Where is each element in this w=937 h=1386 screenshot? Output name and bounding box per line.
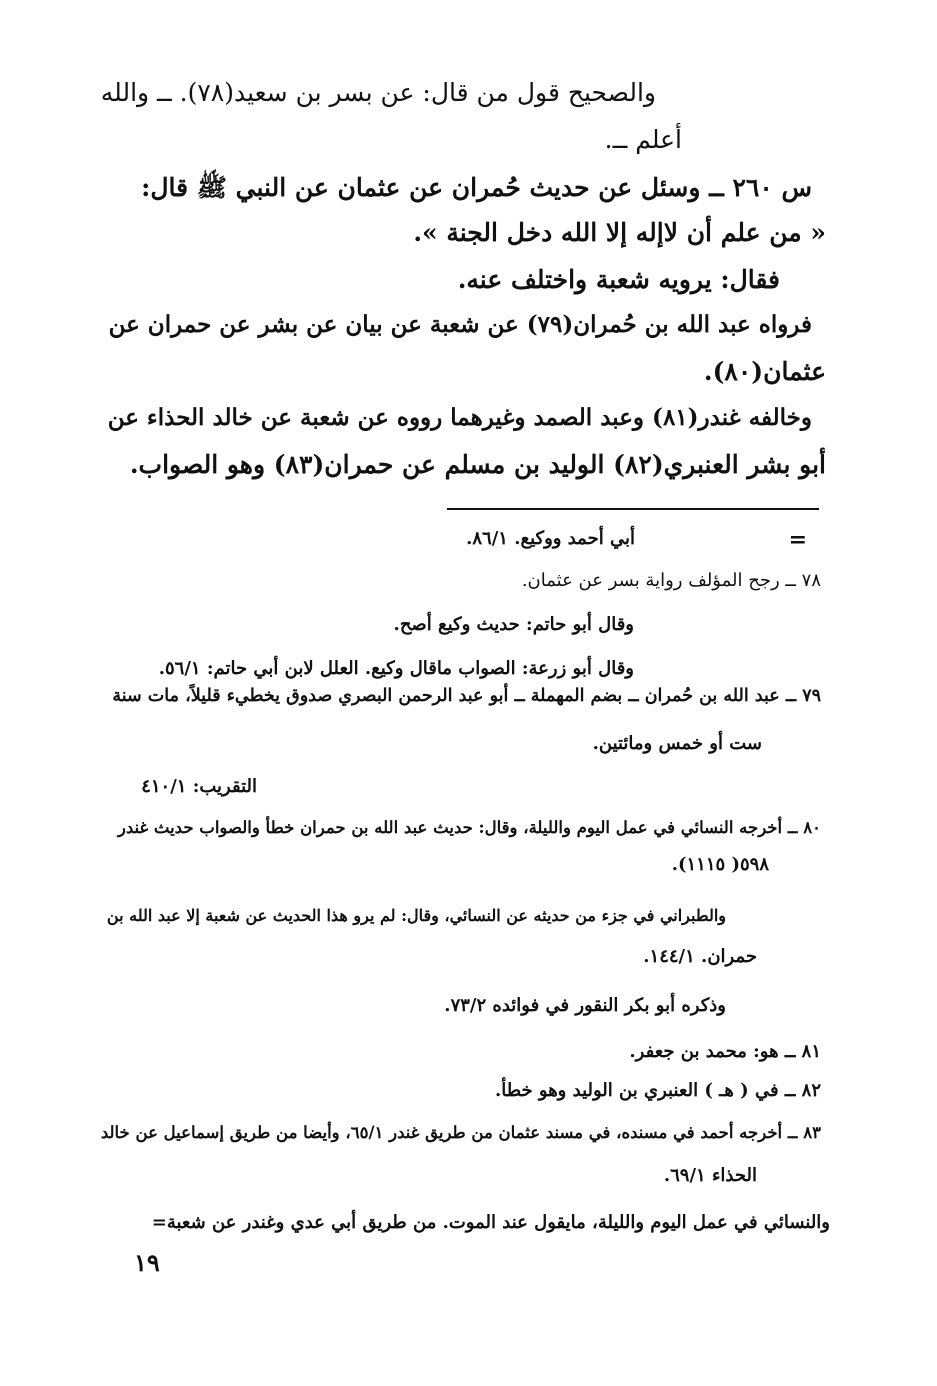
- body-line-4: « من علم أن لاإله إلا الله دخل الجنة ».: [413, 218, 826, 247]
- body-line-6: فرواه عبد الله بن حُمران(٧٩) عن شعبة عن بيان عن بشر عن حمران عن: [108, 311, 812, 338]
- footnote-80-line-4: حمران. ١٤٤/١.: [643, 946, 757, 967]
- body-line-7: عثمان(٨٠).: [703, 357, 826, 386]
- body-line-5: فقال: يرويه شعبة واختلف عنه.: [457, 265, 780, 294]
- footnote-80-line-2: ٥٩٨( ١١١٥).: [671, 854, 769, 875]
- footnote-78-line-3: وقال أبو زرعة: الصواب ماقال وكيع. العلل لابن أبي حاتم: ٥٦/١.: [158, 658, 634, 679]
- footnote-83-line-2: الحذاء ٦٩/١.: [663, 1165, 757, 1186]
- footnote-82: ٨٢ ــ في ( هـ ) العنبري بن الوليد وهو خطأ.: [494, 1080, 821, 1101]
- footnote-continuation-mark: =: [788, 527, 807, 553]
- body-line-8: وخالفه غندر(٨١) وعبد الصمد وغيرهما رووه عن شعبة عن خالد الحذاء عن: [107, 404, 812, 431]
- footnote-83: ٨٣ ــ أخرجه أحمد في مسنده، في مسند عثمان من طريق غندر ٦٥/١، وأيضا من طريق إسماعيل عن خالد: [100, 1123, 821, 1142]
- footnote-80: ٨٠ ــ أخرجه النسائي في عمل اليوم والليلة، وقال: حديث عبد الله بن حمران خطأ والصواب حديث غندر: [117, 818, 821, 837]
- question-heading-line: س ٢٦٠ ــ وسئل عن حديث حُمران عن عثمان عن النبي ﷺ قال:: [141, 173, 812, 202]
- footnote-line-1: أبي أحمد ووكيع. ٨٦/١.: [466, 528, 635, 549]
- footnote-81: ٨١ ــ هو: محمد بن جعفر.: [629, 1041, 821, 1062]
- footnote-78-line-2: وقال أبو حاتم: حديث وكيع أصح.: [393, 614, 634, 635]
- footnote-79-source: التقريب: ٤١٠/١: [141, 776, 257, 797]
- body-line-9: أبو بشر العنبري(٨٢) الوليد بن مسلم عن حمران(٨٣) وهو الصواب.: [129, 450, 826, 479]
- footnote-divider: [447, 508, 819, 510]
- footnote-80-line-3: والطبراني في جزء من حديثه عن النسائي، وقال: لم يرو هذا الحديث عن شعبة إلا عبد الله بن: [106, 906, 726, 925]
- footnote-78: ٧٨ ــ رجح المؤلف رواية بسر عن عثمان.: [521, 570, 821, 591]
- footnote-79: ٧٩ ــ عبد الله بن حُمران ــ بضم المهملة ــ أبو عبد الرحمن البصري صدوق يخطيء قليلاً، مات سنة: [112, 686, 821, 706]
- body-line-1: والصحيح قول من قال: عن بسر بن سعيد(٧٨). ــ والله: [100, 78, 656, 107]
- body-line-2: أعلم ــ.: [604, 125, 682, 154]
- footnote-79-line-2: ست أو خمس ومائتين.: [592, 733, 762, 754]
- footnote-83-line-3: والنسائي في عمل اليوم والليلة، مايقول عند الموت. من طريق أبي عدي وغندر عن شعبة=: [151, 1212, 830, 1233]
- page-number: ١٩: [134, 1248, 160, 1277]
- footnote-80-line-5: وذكره أبو بكر النقور في فوائده ٧٣/٢.: [444, 995, 726, 1016]
